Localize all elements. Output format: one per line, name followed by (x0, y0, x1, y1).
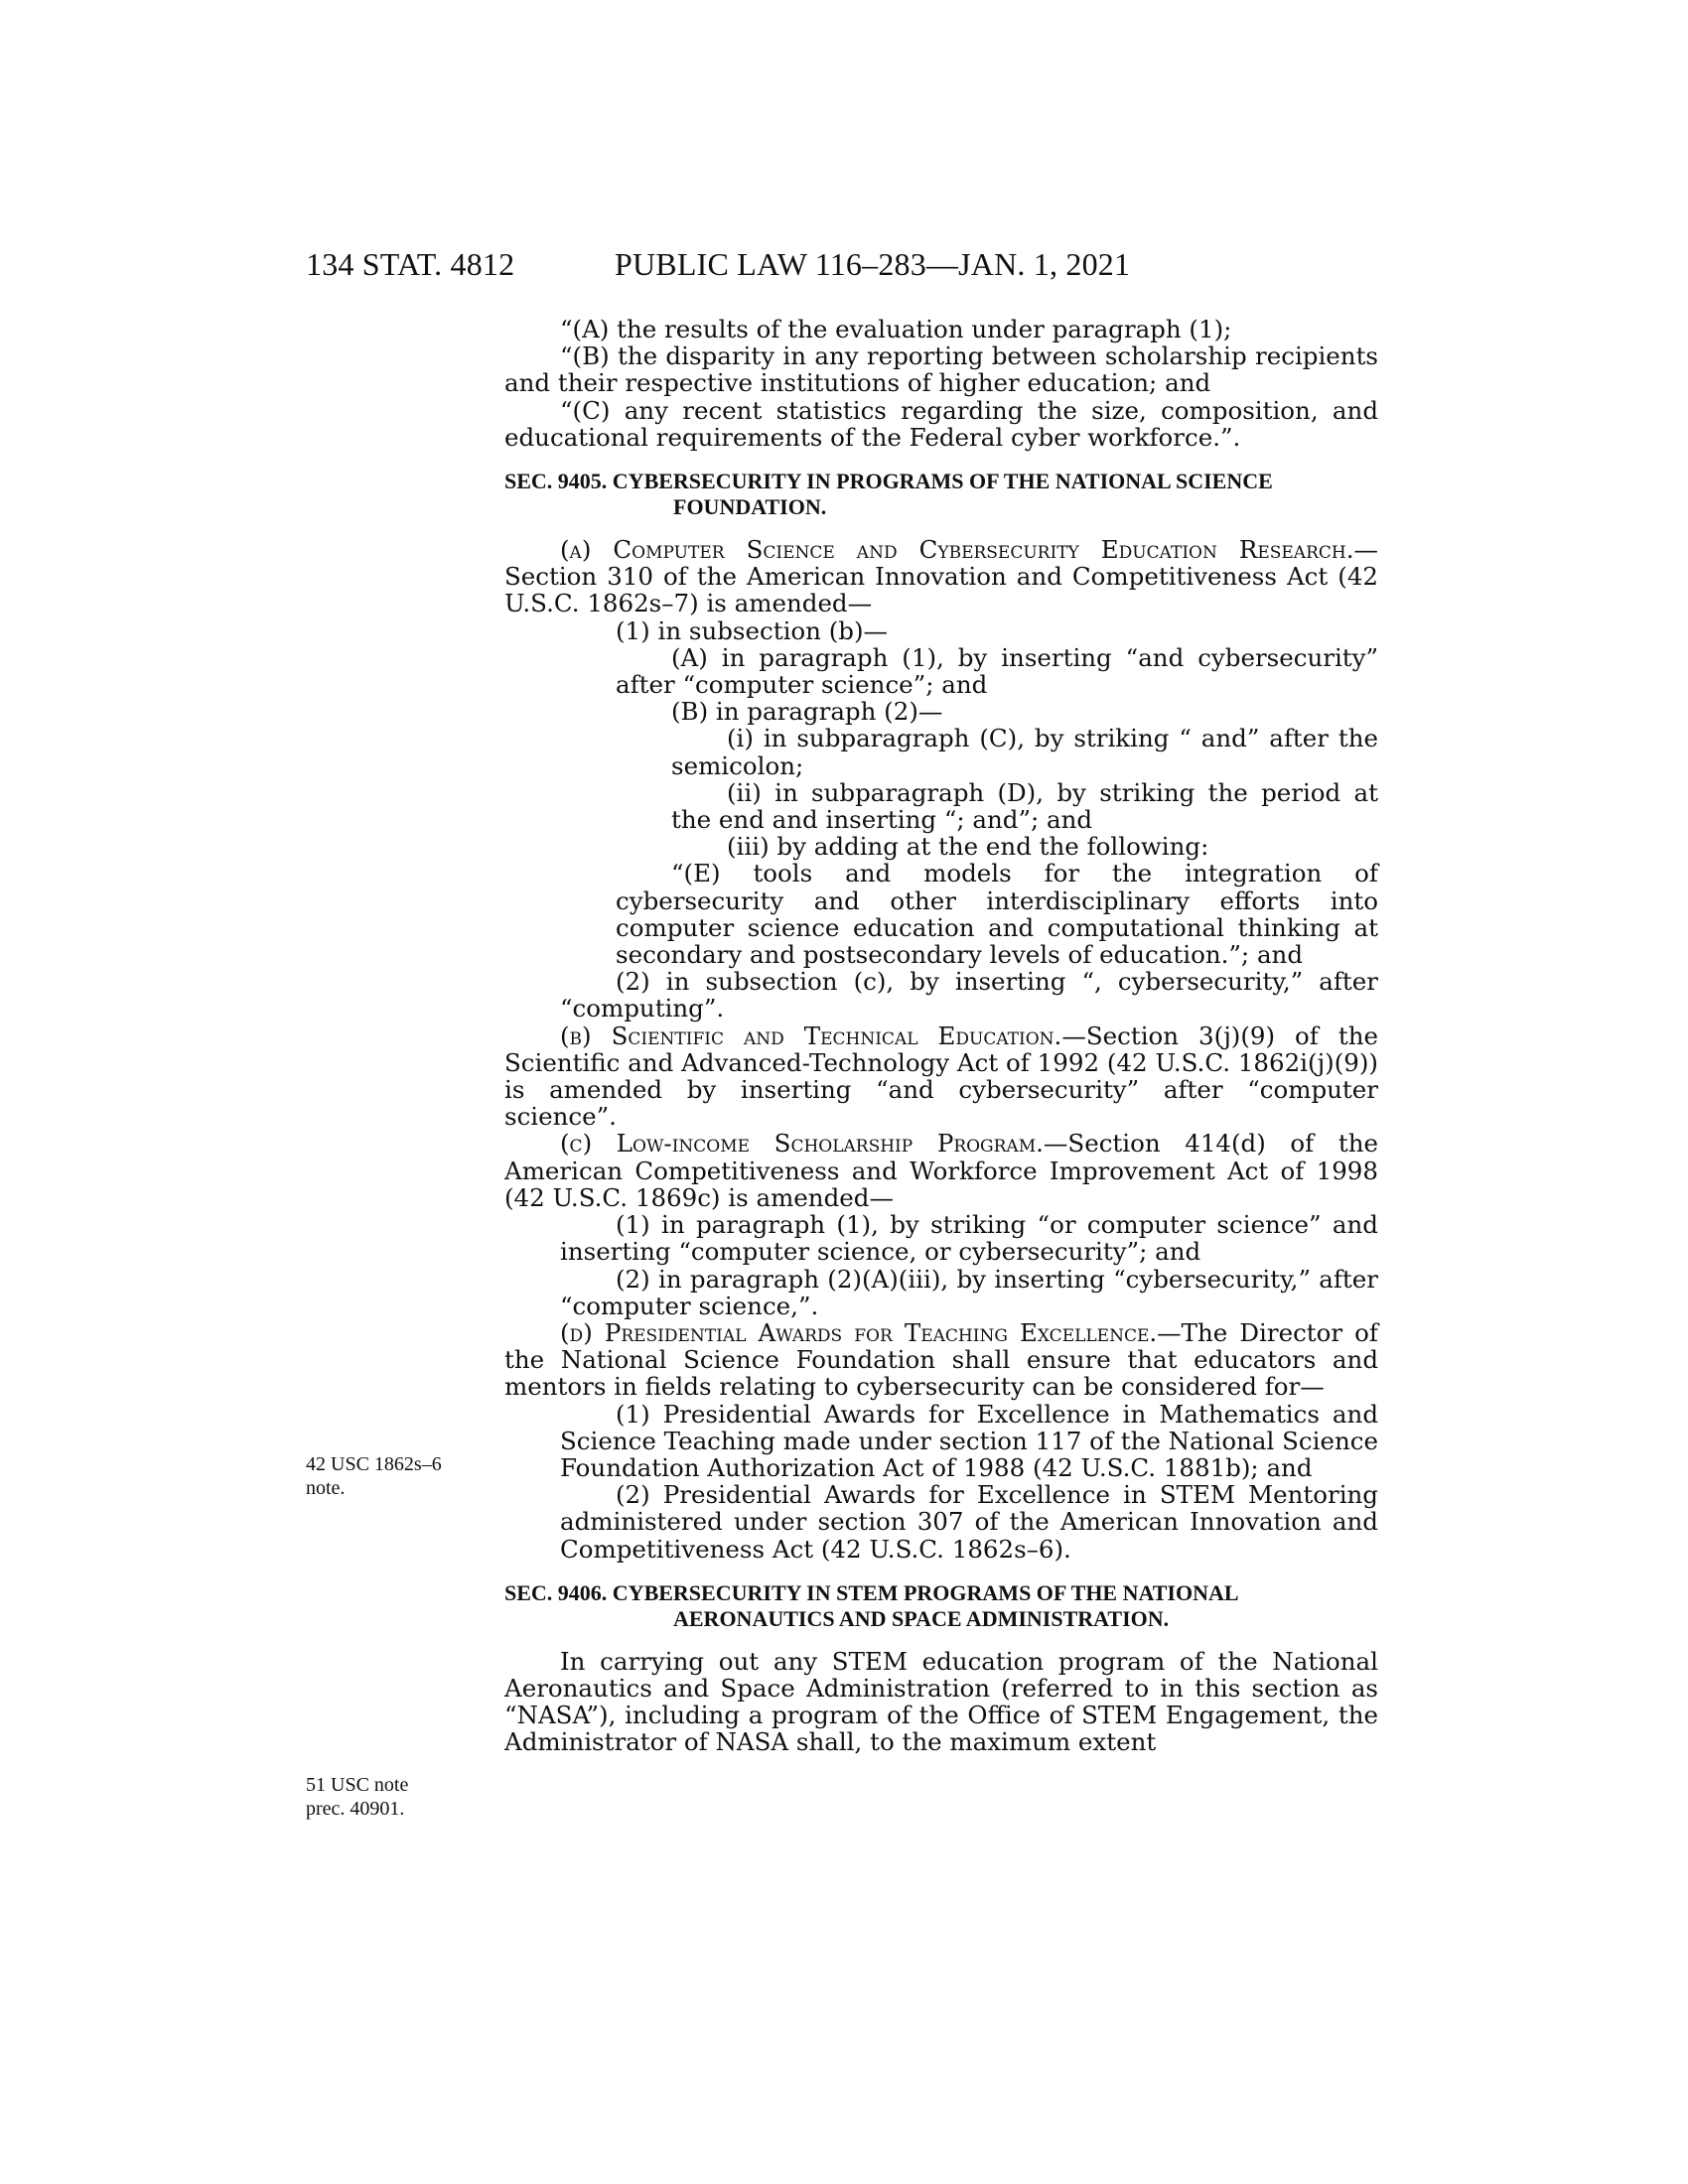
nasa-paragraph: In carrying out any STEM education program of the National Aeronautics and Space Administration (referred to in this section as “NASA”), including a program of the Office of STEM Engagement, the Administrator of NASA shall, to the maximum extent (504, 1646, 1378, 1757)
paragraph-a1: (1) in subsection (b)— (616, 615, 889, 645)
quoted-subparagraph-b: “(B) the disparity in any reporting between scholarship recipients and their respective institutions of higher education; and (504, 341, 1378, 398)
paragraph-d2: (2) Presidential Awards for Excellence in STEM Mentoring administered under section 307 of the American Innovation and Competitiveness Act (42 U.S.C. 1862s–6). (560, 1480, 1378, 1564)
subsection-c-text: —Section 414(d) of the American Competitiveness and Workforce Improvement Act of 1998 (42 U.S.C. 1869c) is amended— (504, 1129, 1378, 1212)
margin-note-usc-40901 (306, 1773, 408, 1821)
clause-aiii: (iii) by adding at the end the following: (727, 832, 1209, 862)
quoted-subparagraph-e: “(E) tools and models for the integration of cybersecurity and other interdisciplinary efforts into computer science education and computational thinking at secondary and postsecondary levels of education.”; and (616, 859, 1378, 970)
subsection-d-text: —The Director of the National Science Foundation shall ensure that educators and mentors in fields relating to cybersecurity can be considered for— (504, 1317, 1378, 1402)
clause-aii: (ii) in subparagraph (D), by striking the period at the end and inserting “; and”; and (671, 777, 1378, 835)
paragraph-d1: (1) Presidential Awards for Excellence in Mathematics and Science Teaching made under section 117 of the National Science Foundation Authorization Act of 1988 (42 U.S.C. 1881b); and (560, 1399, 1378, 1482)
document-body (504, 316, 1378, 1756)
subsection-b (504, 1023, 1378, 1131)
subsection-a-text: —Section 310 of the American Innovation and Competitiveness Act (42 U.S.C. 1862s–7) is amended— (504, 535, 1378, 618)
subsection-a-heading: (a) Computer Science and Cybersecurity Education Research. (560, 535, 1354, 565)
subsection-b-heading: (b) Scientific and Technical Education. (560, 1021, 1062, 1050)
paragraph-c1: (1) in paragraph (1), by striking “or computer science” and inserting “computer science, or cybersecurity”; and (560, 1210, 1378, 1267)
margin-note-text: 42 USC 1862s–6 note. (306, 1453, 442, 1499)
margin-note-text: 51 USC note prec. 40901. (306, 1774, 409, 1820)
statute-citation: 134 STAT. 4812 (306, 246, 515, 282)
subsection-a (504, 536, 1378, 617)
subsection-d (504, 1319, 1378, 1401)
subsection-b-text: —Section 3(j)(9) of the Scientific and Advanced-Technology Act of 1992 (42 U.S.C. 1862i(j)(9)) is amended by inserting “and cybersecurity” after “computer science”. (504, 1021, 1378, 1132)
subparagraph-aA: (A) in paragraph (1), by inserting “and cybersecurity” after “computer science”; and (616, 642, 1378, 700)
public-law-line: PUBLIC LAW 116–283—JAN. 1, 2021 (615, 246, 1131, 282)
subsection-d-heading: (d) Presidential Awards for Teaching Excellence. (560, 1317, 1158, 1347)
subsection-c (504, 1130, 1378, 1211)
clause-ai: (i) in subparagraph (C), by striking “ and” after the semicolon; (671, 724, 1378, 780)
subsection-c-heading: (c) Low-income Scholarship Program. (560, 1129, 1044, 1159)
section-heading-9405: SEC. 9405. CYBERSECURITY IN PROGRAMS OF THE NATIONAL SCIENCE FOUNDATION. (504, 469, 1273, 520)
paragraph-a2: (2) in subsection (c), by inserting “, cybersecurity,” after “computing”. (560, 967, 1378, 1024)
quoted-subparagraph-a: “(A) the results of the evaluation under paragraph (1); (560, 315, 1232, 343)
quoted-subparagraph-c: “(C) any recent statistics regarding the size, composition, and educational requirements of the Federal cyber workforce.”. (504, 395, 1378, 452)
margin-note-usc-1862s (306, 1452, 442, 1500)
subparagraph-aB: (B) in paragraph (2)— (671, 697, 943, 727)
section-heading-9406: SEC. 9406. CYBERSECURITY IN STEM PROGRAMS OF THE NATIONAL AERONAUTICS AND SPACE ADMINISTRATION. (504, 1579, 1238, 1631)
page-header (0, 246, 1688, 286)
paragraph-c2: (2) in paragraph (2)(A)(iii), by inserting “cybersecurity,” after “computer science,”. (560, 1264, 1378, 1320)
